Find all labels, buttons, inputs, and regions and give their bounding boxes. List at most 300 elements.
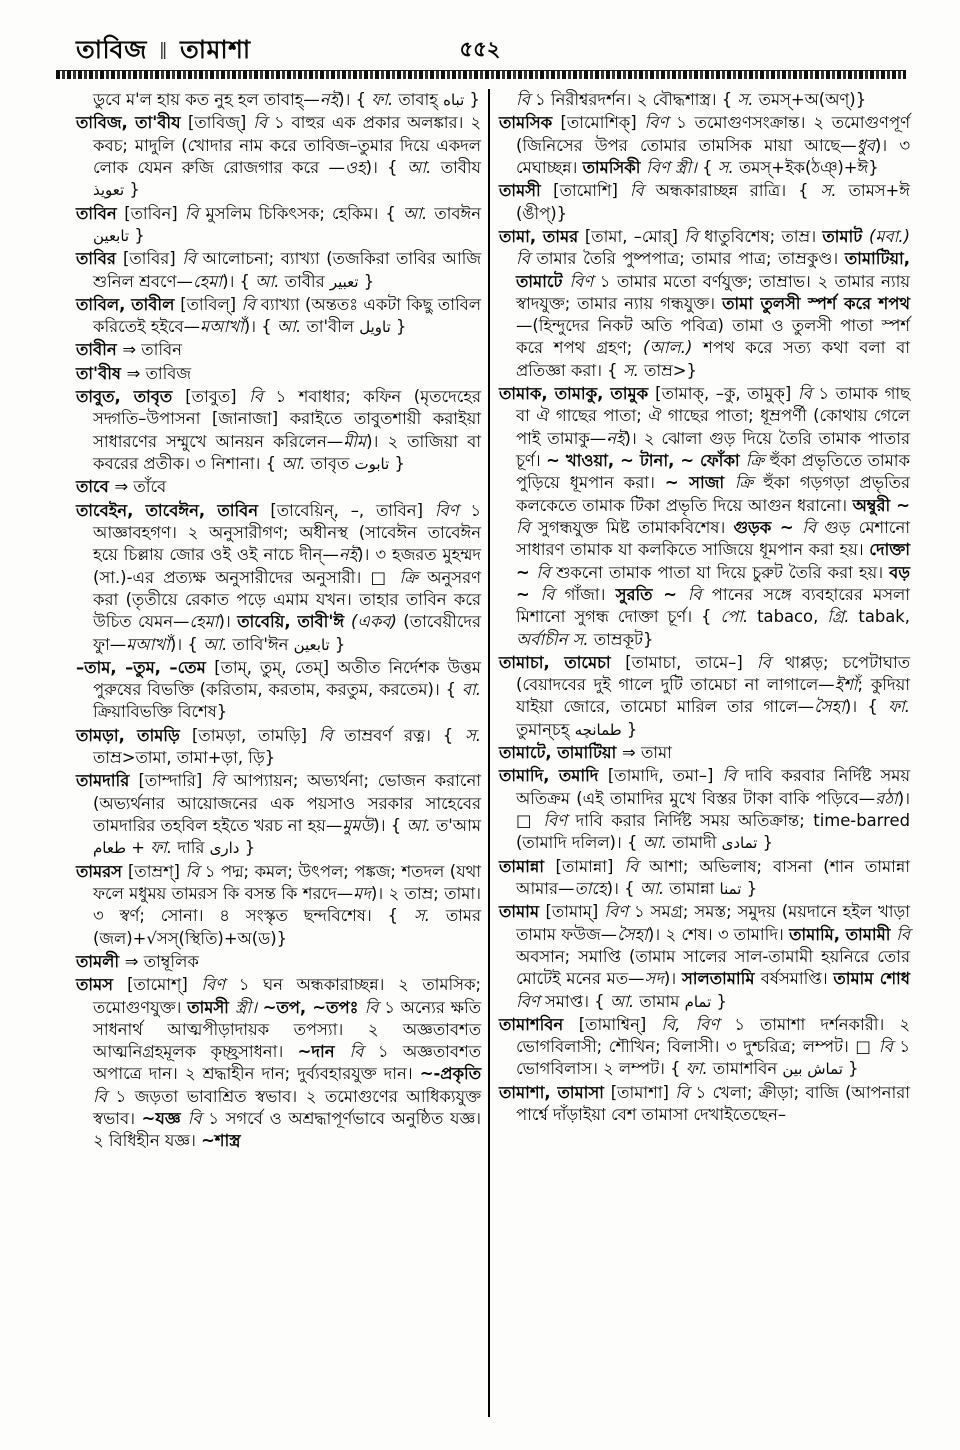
body-text: [তাবেয়িন্, –, তাবিন] <box>270 500 435 520</box>
dictionary-entry <box>76 725 481 770</box>
grammar-label-text: বি <box>187 1109 209 1129</box>
body-text: ১ সগর্বে ও অশ্রদ্ধাপূর্ণভাবে অনুষ্ঠিত যজ্ঞ। ২ বিধিহীন যজ্ঞ। <box>93 1109 481 1151</box>
headword-text: তামরস <box>76 861 129 881</box>
body-text: তুমান্চহ্ <box>516 719 575 739</box>
grammar-label-text: বিণ <box>516 991 545 1011</box>
body-text: আপ্যায়ন; অভ্যর্থনা; ভোজন করানো (অভ্যর্থনার আয়োজনের এক পয়সাও সরকার সাহেবের তামদারির তহবিল হইতে খরচ না হয়— <box>93 771 481 835</box>
body-text: গাঁজা। <box>564 584 616 604</box>
grammar-label-text: নই <box>319 90 339 109</box>
grammar-label-text: বিণ <box>569 271 600 291</box>
body-text: )। { <box>606 878 640 898</box>
grammar-label-text: বি <box>756 652 785 672</box>
arabic-script-text: طعام <box>93 839 127 858</box>
grammar-label-text: বি <box>241 294 261 314</box>
body-text: সমাপ্ত। { <box>544 991 610 1011</box>
body-text: } <box>129 225 145 245</box>
grammar-label-text: ফা. <box>150 838 178 858</box>
body-text: [তামাশ্বিন্] <box>578 1014 662 1034</box>
headword-text: তামাশা, তামাসা <box>499 1082 611 1102</box>
headword-text: তামাশবিন <box>499 1014 579 1034</box>
grammar-label-text: বি <box>629 181 656 201</box>
headword-text: তা'বীষ <box>76 363 127 383</box>
body-text: } <box>842 1059 859 1079</box>
dictionary-entry <box>499 652 910 741</box>
grammar-label-text: হেমা <box>189 612 219 632</box>
headword-text: তামা, তামর <box>499 226 585 246</box>
grammar-label-text: বি <box>364 997 385 1017</box>
arabic-script-text: تابعين <box>293 635 330 654</box>
headword-text: তাবিন <box>76 203 125 223</box>
running-head <box>76 30 251 73</box>
grammar-label-text: বি <box>675 1082 696 1102</box>
body-text: + <box>126 838 151 858</box>
body-text: (তাবেয়ীদের ফুা— <box>93 612 482 654</box>
headword-text: তাবেইন, তাবেঈন, তাবিন <box>76 500 271 520</box>
body-text: আলোচনা; ব্যাখ্যা (তজকিরা তাবির আজি শুনিল শ্রবণে— <box>93 249 481 291</box>
body-text: শুকনো তামাক পাতা যা দিয়ে চুরুট তৈরি করা হয়। <box>556 562 890 582</box>
dictionary-entry <box>499 765 910 854</box>
body-text: [তাম্, তুম্, তেম্] <box>214 657 338 677</box>
body-text: ১ অন্যের ক্ষতি সাধনার্থ আত্মপীড়াদায়ক তপস্যা। ২ অজ্ঞতাবশত আত্মনিগ্রহমূলক কৃচ্ছ্রসাধনা। <box>93 997 481 1062</box>
body-text: )। ২ ঝোলা গুড় দিয়ে তৈরি তামাক পাতার চূর্ণ। <box>516 428 910 470</box>
arabic-script-text: تعويذ <box>93 181 125 200</box>
body-text: তামর (জল)+√সস্(স্থিতি)+অ(ড)} <box>93 906 482 948</box>
body-text: )। { <box>222 271 256 291</box>
body-text: [তাম্দারি] <box>138 771 212 791</box>
body-text: পানের সঙ্গে ব্যবহারের মসলা মিশানো সুগন্ধ দোক্তা চূর্ণ। { <box>516 584 910 627</box>
body-text: ; কুদিয়া যাইয়া জোরে, তামেচা মারিল তার গালে— <box>516 675 910 717</box>
grammar-label-text: বিণ স্ত্রী। <box>646 157 703 177</box>
body-text: তমস্+ইক(ঠঞ্)+ঈ} <box>738 157 879 177</box>
grammar-label-text: আ. <box>406 157 441 177</box>
body-text: )। □ <box>516 788 910 830</box>
grammar-label-text: বিণ <box>644 113 677 133</box>
headword-text: –তাম, –তুম, –তেম <box>76 657 215 677</box>
headword-text: গুড়ক ~ <box>733 517 803 537</box>
grammar-label-text: আ. <box>406 816 436 835</box>
body-text: ⇒ তাবিন <box>122 340 182 360</box>
arabic-script-text: تمام <box>684 992 712 1011</box>
grammar-label-text: মুমউ <box>342 816 374 835</box>
headword-text: ~ সাজা <box>664 473 735 493</box>
arabic-script-text: تعبير <box>329 272 359 291</box>
body-text: [তামা, –মোর্] <box>584 226 685 246</box>
page-header <box>0 0 960 70</box>
body-text: হুঁকা প্রভৃতিতে তামাক পুড়িয়ে ধূমপান করা। <box>516 451 911 493</box>
body-text: মুসলিম চিকিৎসক; হেকিম। { <box>205 203 403 223</box>
grammar-label-text: হেমা <box>192 271 223 291</box>
body-text: দারি <box>177 838 210 858</box>
grammar-label-text: স. <box>413 906 446 926</box>
headword-text: ~শাস্ত্র <box>201 1131 241 1151</box>
headword-text: ~ খাওয়া, ~ টানা, ~ ফোঁকা <box>546 451 746 470</box>
body-text: } <box>741 878 758 898</box>
page-number: ৫৫২ <box>459 37 501 61</box>
body-text: [তাবিন] <box>124 203 185 223</box>
body-text: তামান্না <box>669 878 720 898</box>
running-head-separator: ‖ <box>158 40 168 60</box>
body-text: )। ৩ মেঘাচ্ছন্ন। <box>516 135 911 177</box>
body-text: তা'বীল <box>306 317 360 337</box>
body-text: তাবাহ্ <box>398 90 444 109</box>
body-text: ক্রিয়াবিভক্তি বিশেষ} <box>93 702 228 722</box>
grammar-label-text: বি <box>540 584 565 604</box>
grammar-label-text: আ. <box>642 833 673 853</box>
dictionary-entry <box>76 974 481 1153</box>
headword-text: অম্বুরী ~ <box>852 495 911 515</box>
grammar-label-text: স. <box>622 360 645 380</box>
grammar-label-text: মআখাঁ <box>200 317 244 337</box>
headword-text: তাবীন <box>76 340 123 360</box>
body-text: তামাশবিন <box>712 1059 783 1079</box>
grammar-label-text: (একব) <box>351 612 404 632</box>
grammar-label-text: ওহ <box>344 157 366 177</box>
body-text: অনুসরণ করা (তৃতীয়ে রেকাত পড়ে এমাম যখন। তাহার তাবিন করে উচিত যেমন— <box>93 567 481 632</box>
body-text: ১ শবাধার; কফিন (মৃতদেহের সদ্গতি–উপাসনা [জানাজা] করাইতে তাবুতশায়ী করাইয়া সাধারণের সম্মুখে আনয়ন করিলেন— <box>93 387 481 451</box>
body-text: তাম্র>} <box>644 360 697 380</box>
headword-text: ~-প্রকৃতি <box>419 1064 481 1084</box>
text-columns <box>0 87 960 1417</box>
body-text: ⇒ তামা <box>622 743 672 763</box>
body-text: তাবীয <box>440 157 481 177</box>
grammar-label-text: বি <box>516 90 536 109</box>
headword-text: তামাম শোধ <box>833 969 910 989</box>
headword-text: তামস <box>76 975 128 995</box>
body-text: [তামাচা, তামে–] <box>625 652 757 672</box>
grammar-label-text: আ. <box>255 271 285 291</box>
body-text: [তামড়া, তামড়ি] <box>192 725 319 745</box>
body-text: } <box>757 833 774 853</box>
body-text: } <box>390 317 407 337</box>
headword-text: ~তপ, ~তপঃ <box>262 997 365 1017</box>
dictionary-entry <box>76 500 481 656</box>
body-text: তাবি'ঈন <box>232 634 294 654</box>
arabic-script-text: طمانچه <box>574 720 622 739</box>
body-text: ধাতুবিশেষ; তাম্র। <box>704 226 823 246</box>
body-text: ১ ঘন অন্ধকারাচ্ছন্ন। ২ তামসিক; তমোগুণযুক্ত। <box>93 975 481 1017</box>
headword-text: তামসী <box>187 997 236 1017</box>
grammar-label-text: (মবা.) বি <box>516 226 910 269</box>
grammar-label-text: মীম <box>343 431 367 451</box>
grammar-label-text: স. <box>717 157 739 177</box>
arabic-script-text: تمادى <box>721 834 758 853</box>
body-text: )। ৩ হজরত মুহম্মদ (সা.)-এর প্রত্যক্ষ অনুসারীদের অনুসারী। □ <box>93 545 481 587</box>
arabic-script-text: تابوت <box>354 455 390 473</box>
dictionary-entry <box>499 1014 910 1081</box>
body-text: )। ২ তাম্র; তামা। ৩ স্বর্ণ; সোনা। ৪ সংস্কৃত ছন্দবিশেষ। { <box>93 883 481 926</box>
body-text: আশা; অভিলাষ; বাসনা (শান তামান্না আমার— <box>516 856 910 898</box>
body-text: [তামাশা] <box>610 1082 676 1102</box>
body-text: [তাবিজ্] <box>187 113 254 133</box>
grammar-label-text: স্ত্রী। <box>235 997 263 1017</box>
grammar-label-text: রঠা <box>875 788 898 808</box>
grammar-label-text: আ. <box>281 454 311 473</box>
entry-continuation <box>499 89 910 111</box>
body-text: [তামাক্, –কু, তামুক্] <box>655 384 798 404</box>
body-text: [তামাদি, তমা–] <box>607 766 723 786</box>
body-text: ১ নিরীশ্বরদর্শন। ২ বৌদ্ধশাস্ত্র। { <box>535 90 738 109</box>
body-text: গুড় মেশানো সাধারণ তামাক যা কলকিতে সাজিয়ে ধূমপান করা হয়। <box>516 517 910 560</box>
body-text: } <box>329 634 346 654</box>
body-text: ১ তমোগুণসংক্রান্ত। ২ তমোগুণপূর্ণ (জিনিসের উপর তোমার তামসিক মায়া আছে— <box>516 113 910 155</box>
grammar-label-text: বি <box>802 517 825 537</box>
headword-text: তামাট <box>822 226 870 246</box>
headword-text: তামাদি, তমাদি <box>499 766 608 786</box>
body-text: )। { <box>373 816 407 835</box>
body-text: )। <box>663 969 682 989</box>
body-text: তামার তৈরি পুষ্পপাত্র; তামার পাত্র; তাম্রকুণ্ড। <box>536 249 845 269</box>
headword-text: বড় ~ <box>516 562 910 604</box>
grammar-label-text: বি <box>211 771 234 791</box>
grammar-label-text: বি <box>797 384 819 404</box>
body-text: তাম্রবর্ণ রত্ন। { <box>344 725 465 745</box>
body-text: } <box>711 991 727 1011</box>
grammar-label-text: নই <box>606 428 625 448</box>
headword-text: সালতামামি <box>681 969 761 989</box>
headword-text: তামাম <box>499 902 546 922</box>
headword-text: তাবে <box>76 477 115 497</box>
body-text: [তাম্রশ্] <box>128 861 186 881</box>
dictionary-entry <box>76 386 481 475</box>
body-text: )। { <box>243 317 277 337</box>
headword-text: তামা তুলসী স্পর্শ করে শপথ <box>722 293 910 313</box>
body-text: ১ তামার মতো বর্ণযুক্ত; তাম্রাভ। ২ তামার ন্যায় স্বাদযুক্ত; তামার ন্যায় গন্ধযুক্ত। <box>516 271 910 313</box>
grammar-label-text: বি <box>722 766 746 786</box>
body-text: )। { <box>365 157 407 177</box>
grammar-label-text: বি <box>93 1086 116 1106</box>
body-text: [তাবুত] <box>185 387 250 407</box>
body-text: } <box>464 90 480 109</box>
dictionary-entry <box>76 112 481 201</box>
dictionary-entry <box>76 294 481 339</box>
grammar-label-text: বিণ <box>604 902 635 922</box>
arabic-script-text: تاويل <box>359 318 391 337</box>
headword-text: তামসিকী <box>582 157 647 177</box>
body-text: দাবি করবার নির্দিষ্ট সময় অতিক্রম (এই তামাদির মুখে বিস্তর টাকা বাকি পড়িবে— <box>516 766 910 808</box>
headword-text: দোক্তা ~ <box>516 540 910 582</box>
grammar-label-text: বি <box>687 584 712 604</box>
body-text: ১ পদ্ম; কমল; উৎপল; পঙ্কজ; শতদল (যথা ফলে মধুময় তামরস কি বসন্ত কি শরদে— <box>93 861 482 903</box>
headword-text: তাবিজ, তা'বীয <box>76 113 188 133</box>
grammar-label-text: সৈহা <box>814 697 845 717</box>
body-text: tabaco, <box>757 607 828 627</box>
body-text: অন্ধকারাচ্ছন্ন রাত্রি। { <box>655 181 821 201</box>
body-text: ১ আজ্ঞাবহগণ। ২ অনুসারীগণ; অধীনস্থ (সাবেঈন তাবেঈন হয়ে চিল্লায় জোর ওই ওই নাচে দীন্— <box>93 500 482 565</box>
grammar-label-text: বি <box>349 1042 378 1062</box>
headword-text: তাবিল, তাবীল <box>76 294 181 314</box>
grammar-label-text: স. <box>820 181 849 201</box>
grammar-label-text: বি, বিণ <box>661 1014 735 1034</box>
grammar-label-text: বি <box>185 861 205 881</box>
body-text: )। ২ তাজিয়া বা কবরের প্রতীক। ৩ নিশানা। { <box>93 431 481 473</box>
grammar-label-text: ফা. <box>685 1059 713 1079</box>
grammar-label-text: বি <box>182 249 203 269</box>
headword-text: তামসী <box>499 181 554 201</box>
grammar-label-text: আ. <box>609 991 640 1011</box>
grammar-label-text: সদ <box>644 969 664 989</box>
dictionary-entry <box>76 339 481 361</box>
grammar-label-text: আ. <box>202 634 233 654</box>
headword-text: তামাচা, তামেচা <box>499 652 626 672</box>
arabic-script-text: تابعين <box>93 226 130 245</box>
dictionary-entry <box>499 1082 910 1127</box>
grammar-label-text: বি <box>318 725 345 745</box>
dictionary-entry <box>76 861 481 950</box>
body-text: তমস্+অ(অণ্)} <box>758 90 867 109</box>
grammar-label-text: স. <box>464 725 481 745</box>
dictionary-entry <box>499 383 910 651</box>
dictionary-entry <box>499 901 910 1013</box>
body-text: [তামান্না] <box>555 856 625 876</box>
arabic-script-text: داری <box>209 839 240 858</box>
grammar-label-text: বিণ <box>201 975 239 995</box>
body-text: শপথ করে সত্য কথা বলা বা প্রতিজ্ঞা করা। { <box>516 338 910 380</box>
grammar-label-text: ধুব <box>856 135 875 155</box>
body-text: তামস+ঈ (ঙীপ্)} <box>516 181 910 223</box>
body-text: [তামোশিক্] <box>560 113 645 133</box>
body-text: tabak, <box>858 607 911 627</box>
headword-text: তামসিক <box>499 113 561 133</box>
dictionary-entry <box>76 476 481 498</box>
headword-text: তামড়া, তামড়ি <box>76 725 192 745</box>
headword-text: তামাক, তামাকু, তামুক <box>499 384 656 404</box>
body-text: )। { <box>338 90 372 109</box>
headword-text: তাবির <box>76 249 123 269</box>
grammar-label-text: ফা. <box>371 90 399 109</box>
body-text: অতীত নির্দেশক উত্তম পুরুষের বিভক্তি (করিতাম, করতাম, করতুম, করতেম)। { <box>93 657 482 700</box>
dictionary-entry <box>499 112 910 179</box>
grammar-label-text: বি <box>624 856 650 876</box>
grammar-label-text: মদ <box>353 883 371 903</box>
grammar-label-text: মআখাঁ <box>126 634 170 654</box>
grammar-label-text: আ. <box>639 878 670 898</box>
grammar-label-text: নই <box>338 545 358 565</box>
left-column <box>76 89 481 1417</box>
grammar-label-text: ইশাঁ <box>834 675 858 695</box>
body-text: তাম্রকূট} <box>593 629 654 649</box>
body-text: ১ অজ্ঞতাবশত অপাত্রে দান। ২ শ্রদ্ধাহীন দান; দুর্ব্যবহারযুক্ত দান। <box>93 1042 481 1084</box>
body-text: ব্যাখ্যা (অন্ততঃ একটা কিছু তাবিল করিতেই হইবে— <box>93 294 481 337</box>
body-text: ১ ভোগবিলাস। ২ লম্পট। { <box>516 1037 910 1079</box>
body-text: —(হিন্দুদের নিকট অতি পবিত্র) তামা ও তুলসী পাতা স্পর্শ করে শপথ গ্রহণ; <box>516 316 910 358</box>
grammar-label-text: বা. <box>461 680 481 700</box>
body-text: [তামোশি] <box>553 181 630 201</box>
body-text: তাবঈন <box>434 203 481 223</box>
grammar-label-text: বি <box>896 924 910 944</box>
grammar-label-text: বি <box>536 562 557 582</box>
headword-text: সুরতি ~ <box>615 584 688 604</box>
body-text: ১ বাহুর এক প্রকার অলঙ্কার। ২ কবচ; মাদুলি (খোদার নাম করে তাবিজ–তুমার দিয়ে একদল লোক যেমন রুজি রোজগার করে — <box>93 113 481 177</box>
body-text: ⇒ তাঁবে <box>114 477 167 497</box>
body-text: তাবৃত <box>310 454 355 473</box>
running-head-last-word: তামাশা <box>179 35 251 64</box>
dictionary-entry <box>76 951 481 973</box>
body-text: তামাম <box>639 991 685 1011</box>
body-text: } <box>239 838 256 858</box>
dictionary-entry <box>499 180 910 225</box>
body-text: দাবি করার নির্দিষ্ট সময় অতিক্রান্ত; time-barred (তামাদি দলিল)। { <box>516 811 910 853</box>
grammar-label-text: বি <box>184 203 206 223</box>
arabic-script-text: تباه <box>443 91 465 109</box>
headword-text: তাবুত, তাবৃত <box>76 387 186 407</box>
grammar-label-text: বি <box>684 226 705 246</box>
body-text: ত'আম <box>435 816 481 835</box>
body-text: সুগন্ধযুক্ত মিষ্ট তামাকবিশেষ। <box>538 517 734 537</box>
body-text: } <box>358 271 375 291</box>
body-text: ⇒ তাবিজ <box>126 363 192 383</box>
grammar-label-text: বি <box>516 517 538 537</box>
body-text: ১ তামাক গাছ বা ঐ গাছের পাতা; ঐ গাছের পাতা; ধূম্রপর্ণী (কোথায় গেলে পাই তামাকু— <box>516 384 911 448</box>
headword-text: তামাটে, তামাটিয়া <box>499 743 622 763</box>
headword-text: তামদারি <box>76 771 139 791</box>
grammar-label-text: স. <box>737 90 759 109</box>
body-text: } <box>124 180 140 200</box>
headword-text: ~দান <box>297 1042 350 1062</box>
body-text: )। { <box>169 634 203 654</box>
running-head-first-word: তাবিজ <box>76 35 147 64</box>
headword-text: ~যজ্ঞ <box>141 1109 188 1129</box>
headword-text: তাবেয়ি, তাবী'ঈ <box>237 612 352 632</box>
entry-continuation <box>76 89 481 111</box>
grammar-label-text: পো. <box>720 607 758 627</box>
body-text: থাপ্পড়; চপেটাঘাত (বেয়াদবের দুই গালে দুটি তামেচা না লাগালে— <box>516 652 911 695</box>
body-text: ⇒ তাম্বূলিক <box>124 951 199 971</box>
grammar-label-text: বি <box>249 387 276 407</box>
arabic-script-text: تمنا <box>719 879 742 898</box>
body-text: [তামোশ্] <box>127 975 202 995</box>
body-text: তামাদী <box>672 833 722 853</box>
right-column <box>490 89 910 1417</box>
grammar-label-text: বিণ <box>543 811 576 830</box>
headword-text: তামাটিয়া, তামাটে <box>516 249 911 291</box>
body-text: ১ খেলা; ক্রীড়া; বাজি (আপনারা পার্শ্বে দাঁড়াইয়া বেশ তামাসা দেখাইতেছেন– <box>516 1082 910 1125</box>
headword-text: তামান্না <box>499 856 556 876</box>
body-text: [তাবির] <box>122 249 183 269</box>
dictionary-entry <box>499 226 910 382</box>
grammar-label-text: তাহে <box>574 878 607 898</box>
grammar-label-text: বিণ <box>434 500 471 520</box>
arabic-script-text: تماش بين <box>782 1060 843 1079</box>
body-text: { <box>702 157 718 177</box>
grammar-label-text: আ. <box>276 317 307 337</box>
body-text: } <box>621 719 638 739</box>
headword-text: তামলী <box>76 951 125 971</box>
body-text: ১ সমগ্র; সমস্ত; সমুদয় (ময়দানে হইল খাড়া তামাম ফউজ— <box>516 902 910 944</box>
grammar-label-text: গ্রি. <box>827 607 859 627</box>
body-text: তাম্র>তামা, তামা+ড়া, ড়ি} <box>93 748 276 768</box>
dictionary-entry <box>76 363 481 385</box>
body-text: তাবীর <box>284 271 330 291</box>
body-text: )। ২ শেষ। ৩ তামাদি। <box>647 924 790 944</box>
grammar-label-text: ফা. <box>888 697 911 717</box>
body-text: [তাবিল্] <box>180 294 242 314</box>
grammar-label-text: (আল.) <box>643 338 704 358</box>
grammar-label-text: আ. <box>402 203 435 223</box>
grammar-label-text: ক্রি <box>399 567 428 587</box>
dictionary-entry <box>499 742 910 764</box>
body-text: ডুবে ম'ল হায় কত নুহ হল তাবাহ্— <box>93 90 320 109</box>
body-text: বর্ষসমাপ্তি। <box>760 969 834 989</box>
dictionary-entry <box>76 248 481 293</box>
grammar-label-text: ক্রি <box>745 451 770 470</box>
body-text: )। { <box>844 697 889 717</box>
grammar-label-text: বি <box>253 113 274 133</box>
body-text: অবসান; সমাপ্তি (তামাম সালের সাল-তামামী হয়নিরে তোর মোটেই মনের মত— <box>516 946 910 989</box>
grammar-label-text: ক্রি <box>734 473 764 493</box>
body-text: হুঁকা গড়গড়া প্রভৃতির কলকেতে তামাক টিকা প্রভৃতি দিয়ে আগুন ধরানো। <box>516 473 911 515</box>
dictionary-entry <box>76 657 481 724</box>
body-text: } <box>389 454 405 473</box>
